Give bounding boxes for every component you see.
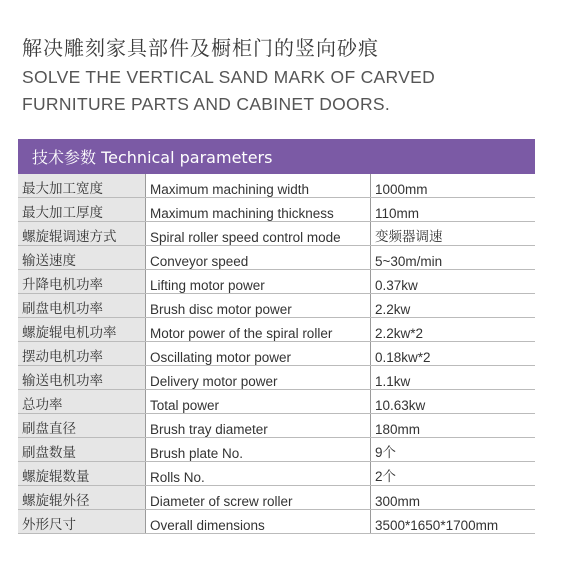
spec-row <box>18 366 535 390</box>
spec-label-chinese: 输送速度 <box>18 246 146 270</box>
spec-label-chinese: 输送电机功率 <box>18 366 146 390</box>
spec-row <box>18 342 535 366</box>
spec-row <box>18 438 535 462</box>
headline-english-line-2: FURNITURE PARTS AND CABINET DOORS. <box>22 94 391 114</box>
spec-label-chinese: 升降电机功率 <box>18 270 146 294</box>
spec-row <box>18 294 535 318</box>
spec-row <box>18 510 535 534</box>
spec-row <box>18 486 535 510</box>
spec-label-chinese: 最大加工厚度 <box>18 198 146 222</box>
spec-value: 2.2kw*2 <box>371 318 536 342</box>
spec-row <box>18 174 535 198</box>
spec-value: 1.1kw <box>371 366 536 390</box>
spec-label-english: Brush disc motor power <box>146 294 371 318</box>
spec-row <box>18 318 535 342</box>
spec-label-chinese: 最大加工宽度 <box>18 174 146 198</box>
technical-parameters-panel <box>18 139 535 534</box>
spec-label-english: Maximum machining width <box>146 174 371 198</box>
spec-label-chinese: 外形尺寸 <box>18 510 146 534</box>
spec-label-english: Spiral roller speed control mode <box>146 222 371 246</box>
spec-label-english: Maximum machining thickness <box>146 198 371 222</box>
spec-row <box>18 462 535 486</box>
spec-label-english: Total power <box>146 390 371 414</box>
spec-label-chinese: 刷盘电机功率 <box>18 294 146 318</box>
spec-row <box>18 390 535 414</box>
spec-value: 3500*1650*1700mm <box>371 510 536 534</box>
spec-label-chinese: 总功率 <box>18 390 146 414</box>
spec-value: 180mm <box>371 414 536 438</box>
spec-label-english: Overall dimensions <box>146 510 371 534</box>
spec-row <box>18 246 535 270</box>
spec-table-body <box>18 174 535 534</box>
spec-label-chinese: 刷盘数量 <box>18 438 146 462</box>
headline-english <box>22 64 435 118</box>
spec-value: 2个 <box>371 462 536 486</box>
spec-value: 1000mm <box>371 174 536 198</box>
spec-label-english: Motor power of the spiral roller <box>146 318 371 342</box>
spec-label-english: Brush plate No. <box>146 438 371 462</box>
spec-label-chinese: 螺旋辊调速方式 <box>18 222 146 246</box>
spec-label-english: Diameter of screw roller <box>146 486 371 510</box>
technical-parameters-header: 技术参数 Technical parameters <box>18 139 535 174</box>
headline-english-line-1: SOLVE THE VERTICAL SAND MARK OF CARVED <box>22 67 436 87</box>
spec-row <box>18 270 535 294</box>
spec-label-english: Rolls No. <box>146 462 371 486</box>
spec-row <box>18 222 535 246</box>
spec-label-english: Brush tray diameter <box>146 414 371 438</box>
spec-row <box>18 198 535 222</box>
spec-row <box>18 414 535 438</box>
headline-chinese: 解决雕刻家具部件及橱柜门的竖向砂痕 <box>22 36 379 60</box>
spec-label-english: Delivery motor power <box>146 366 371 390</box>
spec-value: 0.37kw <box>371 270 536 294</box>
spec-value: 变频器调速 <box>371 222 536 246</box>
technical-parameters-table <box>18 174 535 534</box>
spec-label-chinese: 刷盘直径 <box>18 414 146 438</box>
spec-label-chinese: 螺旋辊数量 <box>18 462 146 486</box>
spec-label-chinese: 螺旋辊外径 <box>18 486 146 510</box>
spec-value: 300mm <box>371 486 536 510</box>
spec-value: 9个 <box>371 438 536 462</box>
spec-value: 10.63kw <box>371 390 536 414</box>
spec-value: 110mm <box>371 198 536 222</box>
spec-label-english: Lifting motor power <box>146 270 371 294</box>
spec-label-english: Conveyor speed <box>146 246 371 270</box>
spec-label-english: Oscillating motor power <box>146 342 371 366</box>
spec-label-chinese: 摆动电机功率 <box>18 342 146 366</box>
spec-value: 2.2kw <box>371 294 536 318</box>
spec-value: 0.18kw*2 <box>371 342 536 366</box>
spec-label-chinese: 螺旋辊电机功率 <box>18 318 146 342</box>
spec-value: 5~30m/min <box>371 246 536 270</box>
